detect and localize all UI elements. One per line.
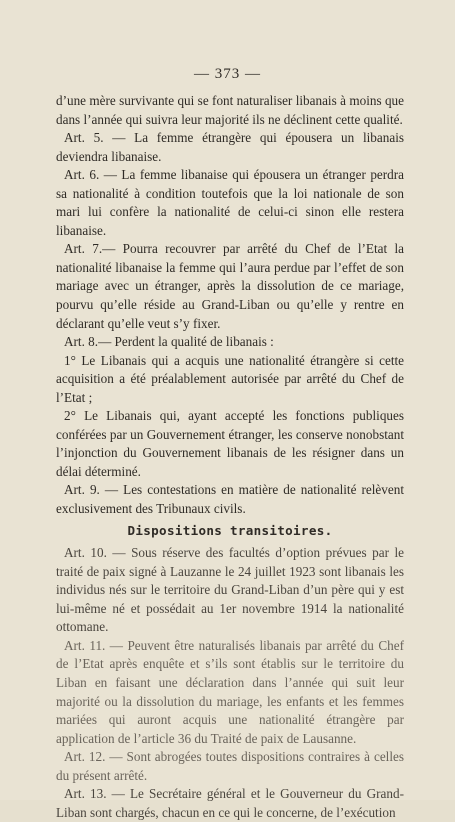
article-8-item-2: 2° Le Libanais qui, ayant accepté les fonctions publiques conférées par un Gouvernement étranger, les conserve nonobstant l’injonction du Gouvernement libanais de les résigner dans un délai déterminé.: [56, 408, 404, 479]
article-7: Art. 7.— Pourra recouvrer par arrêté du Chef de l’Etat la nationalité libanaise la femme qui l’aura perdue par l’effet de son mariage avec un étranger, après la dissolution de ce mariage, pourvu qu’elle réside au Grand-Liban ou qu’elle y rentre en déclarant qu’elle veut s’y fixer.: [56, 241, 404, 331]
article-13: Art. 13. — Le Secrétaire général et le Gouverneur du Grand-Liban sont chargés, chacun en ce qui le concerne, de l’exécution: [56, 786, 404, 820]
article-5: Art. 5. — La femme étrangère qui épousera un libanais deviendra libanaise.: [56, 130, 404, 164]
paragraph-continuation: d’une mère survivante qui se font naturaliser libanais à moins que dans l’année qui suivra leur majorité ils ne déclinent cette qualité.: [56, 93, 404, 127]
page-body: [56, 92, 404, 822]
article-9: Art. 9. — Les contestations en matière de nationalité relèvent exclusivement des Tribunaux civils.: [56, 482, 404, 517]
article-6: Art. 6. — La femme libanaise qui épousera un étranger perdra sa nationalité à condition toutefois que la loi nationale de son mari lui confère la nationalité de celui-ci sinon elle restera libanaise.: [56, 167, 404, 238]
article-8-item-1: 1° Le Libanais qui a acquis une nationalité étrangère si cette acquisition a été préalablement autorisée par arrêté du Chef de l’Etat ;: [56, 352, 404, 405]
page-number-header: — 373 —: [194, 66, 261, 82]
article-8: Art. 8.— Perdent la qualité de libanais :: [64, 334, 274, 350]
article-11: Art. 11. — Peuvent être naturalisés libanais par arrêté du Chef de l’Etat après enquête et s’ils sont établis sur le territoire du Liban en faisant une déclaration dans l’année qui suit leur majorité ou la dissolution du mariage, les enfants et les femmes mariées qui auront acquis une nationalité étrangère par application de l’article 36 du Traité de paix de Lausanne.: [56, 637, 404, 746]
article-12: Art. 12. — Sont abrogées toutes dispositions contraires à celles du présent arrêté.: [56, 749, 404, 783]
section-title: Dispositions transitoires.: [127, 522, 333, 538]
article-10: Art. 10. — Sous réserve des facultés d’option prévues par le traité de paix signé à Lauzanne le 24 juillet 1923 sont libanais les individus nés sur le territoire du Grand-Liban d’un père qui y est lui-même né et possédait au 1er novembre 1914 la nationalité ottomane.: [56, 545, 404, 635]
